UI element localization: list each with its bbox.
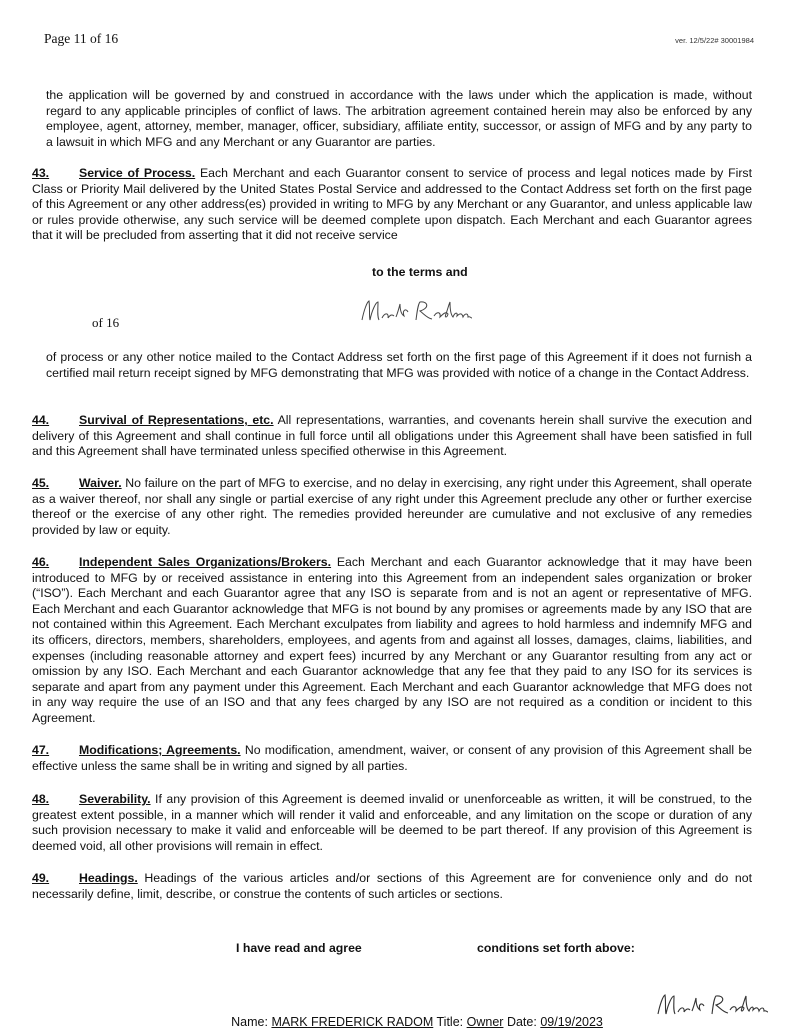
title-label: Title: xyxy=(436,1015,464,1029)
section-45-number: 45. xyxy=(32,476,50,490)
section-45 xyxy=(32,476,752,538)
date-label: Date: xyxy=(506,1015,537,1029)
signer-title: Owner xyxy=(466,1015,504,1029)
section-48-title: Severability. xyxy=(79,792,151,806)
section-47-text: No modification, amendment, waiver, or consent of any provision of this Agreement shall be effective unless the same shall be in writing and signed by all parties. xyxy=(32,743,753,773)
section-44-number: 44. xyxy=(32,413,50,427)
signer-name: MARK FREDERICK RADOM xyxy=(271,1015,434,1029)
of-pages-fragment: of 16 xyxy=(92,315,120,330)
section-46-title: Independent Sales Organizations/Brokers. xyxy=(79,555,332,569)
section-48-number: 48. xyxy=(32,792,50,806)
continuation-paragraph-text: of process or any other notice mailed to the Contact Address set forth on the first page of this Agreement if it does not furnish a certified mail return receipt signed by MFG demonstrating that MFG was provided with notice of a change in the Contact Address. xyxy=(46,350,752,380)
version-label: ver. 12/5/22# 30001984 xyxy=(675,36,754,45)
page-number: Page 11 of 16 xyxy=(44,31,119,46)
section-44-title: Survival of Representations, etc. xyxy=(79,413,274,427)
section-49-number: 49. xyxy=(32,871,50,885)
section-44-text: All representations, warranties, and covenants herein shall survive the execution and delivery of this Agreement and shall continue in full force until all obligations under this Agreement shall have been satisfied in full and this Agreement shall have terminated unless specified otherwise in this Agreement. xyxy=(32,413,752,459)
intro-paragraph xyxy=(46,88,752,150)
section-46-number: 46. xyxy=(32,555,50,569)
name-label: Name: xyxy=(231,1015,268,1029)
section-43-text: Each Merchant and each Guarantor consent to service of process and legal notices made by First Class or Priority Mail delivered by the United States Postal Service and addressed to the Contact Address set forth on the first page of this Agreement or any other address(es) provided in writing to MFG by any Merchant or any Guarantor, and unless applicable law or rules provide otherwise, any such service will be deemed complete upon dispatch. Each Merchant and each Guarantor agrees that it will be precluded from asserting that it did not receive service xyxy=(32,166,752,243)
section-49 xyxy=(32,871,752,902)
section-44 xyxy=(32,413,752,460)
section-47 xyxy=(32,743,752,774)
intro-paragraph-text: the application will be governed by and construed in accordance with the laws under which the application is made, without regard to any applicable principles of conflict of laws. The arbitration agreement contained herein may also be enforced by any employee, agent, attorney, member, manager, officer, subsidiary, affiliate entity, successor, or assign of MFG and by any party to a lawsuit in which MFG and any Merchant or any Guarantor are parties. xyxy=(46,88,752,149)
section-43 xyxy=(32,166,752,244)
terms-fragment: to the terms and xyxy=(372,265,468,279)
section-47-number: 47. xyxy=(32,743,50,757)
section-46-text: Each Merchant and each Guarantor acknowledge that it may have been introduced to MFG by or received assistance in entering into this Agreement from an independent sales organization or broker (“ISO”). Each Merchant and each Guarantor agree that any ISO is separate from and is not an agent or representative of MFG. Each Merchant and each Guarantor acknowledge that MFG is not bound by any promises or agreements made by any ISO that are not contained within this Agreement. Each Merchant exculpates from liability and agrees to hold harmless and indemnify MFG and its officers, directors, members, shareholders, employees, and agents from and against all losses, damages, claims, liabilities, and expenses (including reasonable attorney and expert fees) incurred by any Merchant or any Guarantor resulting from any act or omission by any ISO. Each Merchant and each Guarantor acknowledge that any fee that they paid to any ISO for its services is separate and apart from any payment under this Agreement. Each Merchant and each Guarantor acknowledge that MFG does not in any way require the use of an ISO and that any fees charged by any ISO are not required as a condition or incident to this Agreement. xyxy=(32,555,752,725)
section-45-title: Waiver. xyxy=(79,476,122,490)
section-48 xyxy=(32,792,752,854)
agree-fragment-left: I have read and agree xyxy=(236,941,362,955)
section-48-text: If any provision of this Agreement is deemed invalid or unenforceable as written, it will be construed, to the greatest extent possible, in a manner which will render it valid and enforceable, and any limitation on the scope or duration of any such provision necessary to make it valid and enforceable will be deemed to be part thereof. If any provision of this Agreement is deemed void, all other provisions will remain in effect. xyxy=(32,792,752,853)
signature-image-top xyxy=(358,296,474,330)
section-47-title: Modifications; Agreements. xyxy=(79,743,241,757)
section-49-text: Headings of the various articles and/or sections of this Agreement are for convenience only and do not necessarily define, limit, describe, or construe the contents of such articles or sections. xyxy=(32,871,752,901)
continuation-paragraph xyxy=(46,350,752,381)
section-45-text: No failure on the part of MFG to exercise, and no delay in exercising, any right under this Agreement, shall operate as a waiver thereof, nor shall any single or partial exercise of any right under this Agreement preclude any other or further exercise thereof or the exercise of any other right. The remedies provided hereunder are cumulative and not exclusive of any remedies provided by law or equity. xyxy=(32,476,752,537)
agree-fragment-right: conditions set forth above: xyxy=(477,941,635,955)
signature-info-line xyxy=(0,1015,800,1029)
section-43-title: Service of Process. xyxy=(79,166,196,180)
section-49-title: Headings. xyxy=(79,871,138,885)
section-43-number: 43. xyxy=(32,166,50,180)
signed-date: 09/19/2023 xyxy=(540,1015,603,1029)
section-46 xyxy=(32,555,752,727)
